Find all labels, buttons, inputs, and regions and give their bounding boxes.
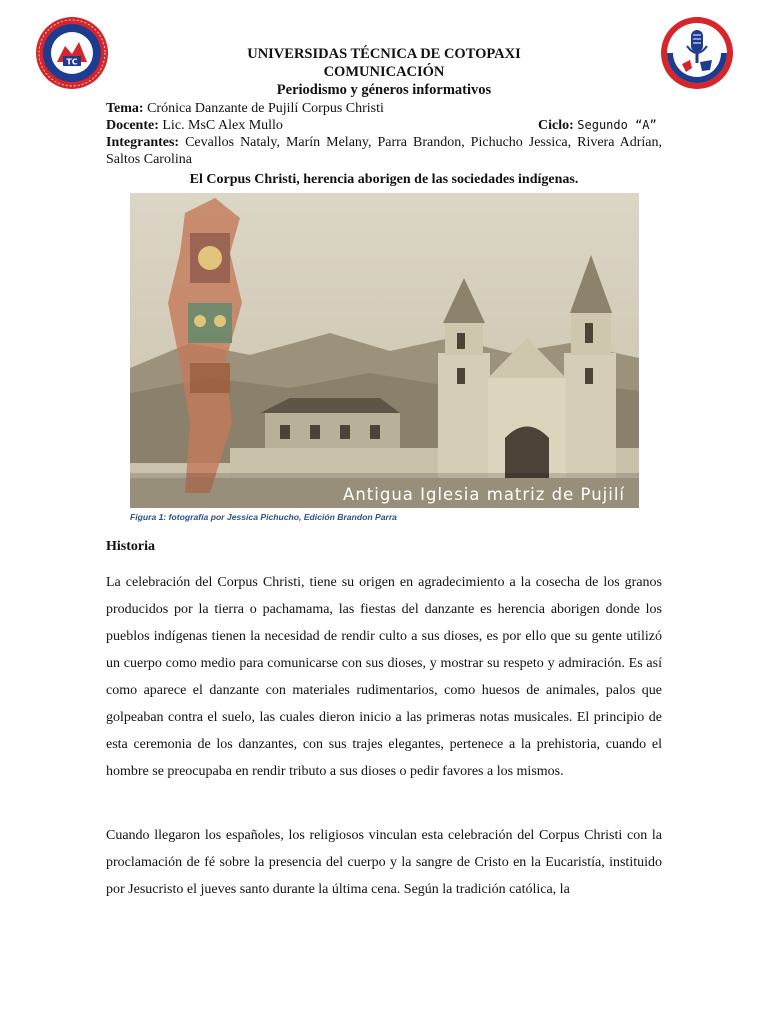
docente-label: Docente: xyxy=(106,118,159,133)
ciclo-label: Ciclo: xyxy=(538,118,574,133)
ciclo-line xyxy=(538,117,657,134)
integrantes-line xyxy=(106,134,662,168)
docente-value: Lic. MsC Alex Mullo xyxy=(162,118,283,133)
svg-text:TC: TC xyxy=(66,57,78,67)
integrantes-value: Cevallos Nataly, Marín Melany, Parra Brandon, Pichucho Jessica, Rivera Adrían, Saltos Carolina xyxy=(106,135,663,167)
tema-value: Crónica Danzante de Pujilí Corpus Christi xyxy=(147,101,384,116)
paragraph-1: La celebración del Corpus Christi, tiene su origen en agradecimiento a la cosecha de los granos producidos por la tierra o pachamama, las fiestas del danzante es herencia aborigen donde los pueblos indígenas tienen la necesidad de rendir culto a sus dioses, es por ello que su gente utilizó un cuerpo como medio para comunicarse con sus dioses, y mostrar su respeto y admiración. Es así como aparece el danzante con materiales rudimentarios, como huesos de animales, palos que golpeaban contra el suelo, las cuales dieron inicio a las primeras notas musicales. El principio de esta ceremonia de los danzantes, con sus trajes elegantes, pertenece a la prehistoria, cuando el hombre se preocupaba en rendir tributo a sus dioses o pedir favores a los mismos. xyxy=(106,575,662,779)
tema-label: Tema: xyxy=(106,101,144,116)
article-title: El Corpus Christi, herencia aborigen de las sociedades indígenas. xyxy=(189,172,579,187)
church-photograph xyxy=(130,193,639,508)
figure-caption: Figura 1: fotografía por Jessica Pichucho, Edición Brandon Parra xyxy=(130,512,397,522)
integrantes-label: Integrantes: xyxy=(106,135,180,150)
university-name: UNIVERSIDAS TÉCNICA DE COTOPAXI xyxy=(247,46,521,62)
department-name: COMUNICACIÓN xyxy=(323,64,445,80)
photo-overlay-caption: Antigua Iglesia matriz de Pujilí xyxy=(343,485,625,504)
paragraph-2: Cuando llegaron los españoles, los religiosos vinculan esta celebración del Corpus Christi con la proclamación de fé sobre la presencia del cuerpo y la sangre de Cristo en la Eucaristía, instituido por Jesucristo el jueves santo durante la última cena. Según la tradición católica, la xyxy=(106,828,662,897)
ciclo-value: Segundo “A” xyxy=(577,118,657,132)
section-heading-historia: Historia xyxy=(106,539,155,554)
tema-line xyxy=(106,100,662,117)
course-name: Periodismo y géneros informativos xyxy=(276,82,492,98)
